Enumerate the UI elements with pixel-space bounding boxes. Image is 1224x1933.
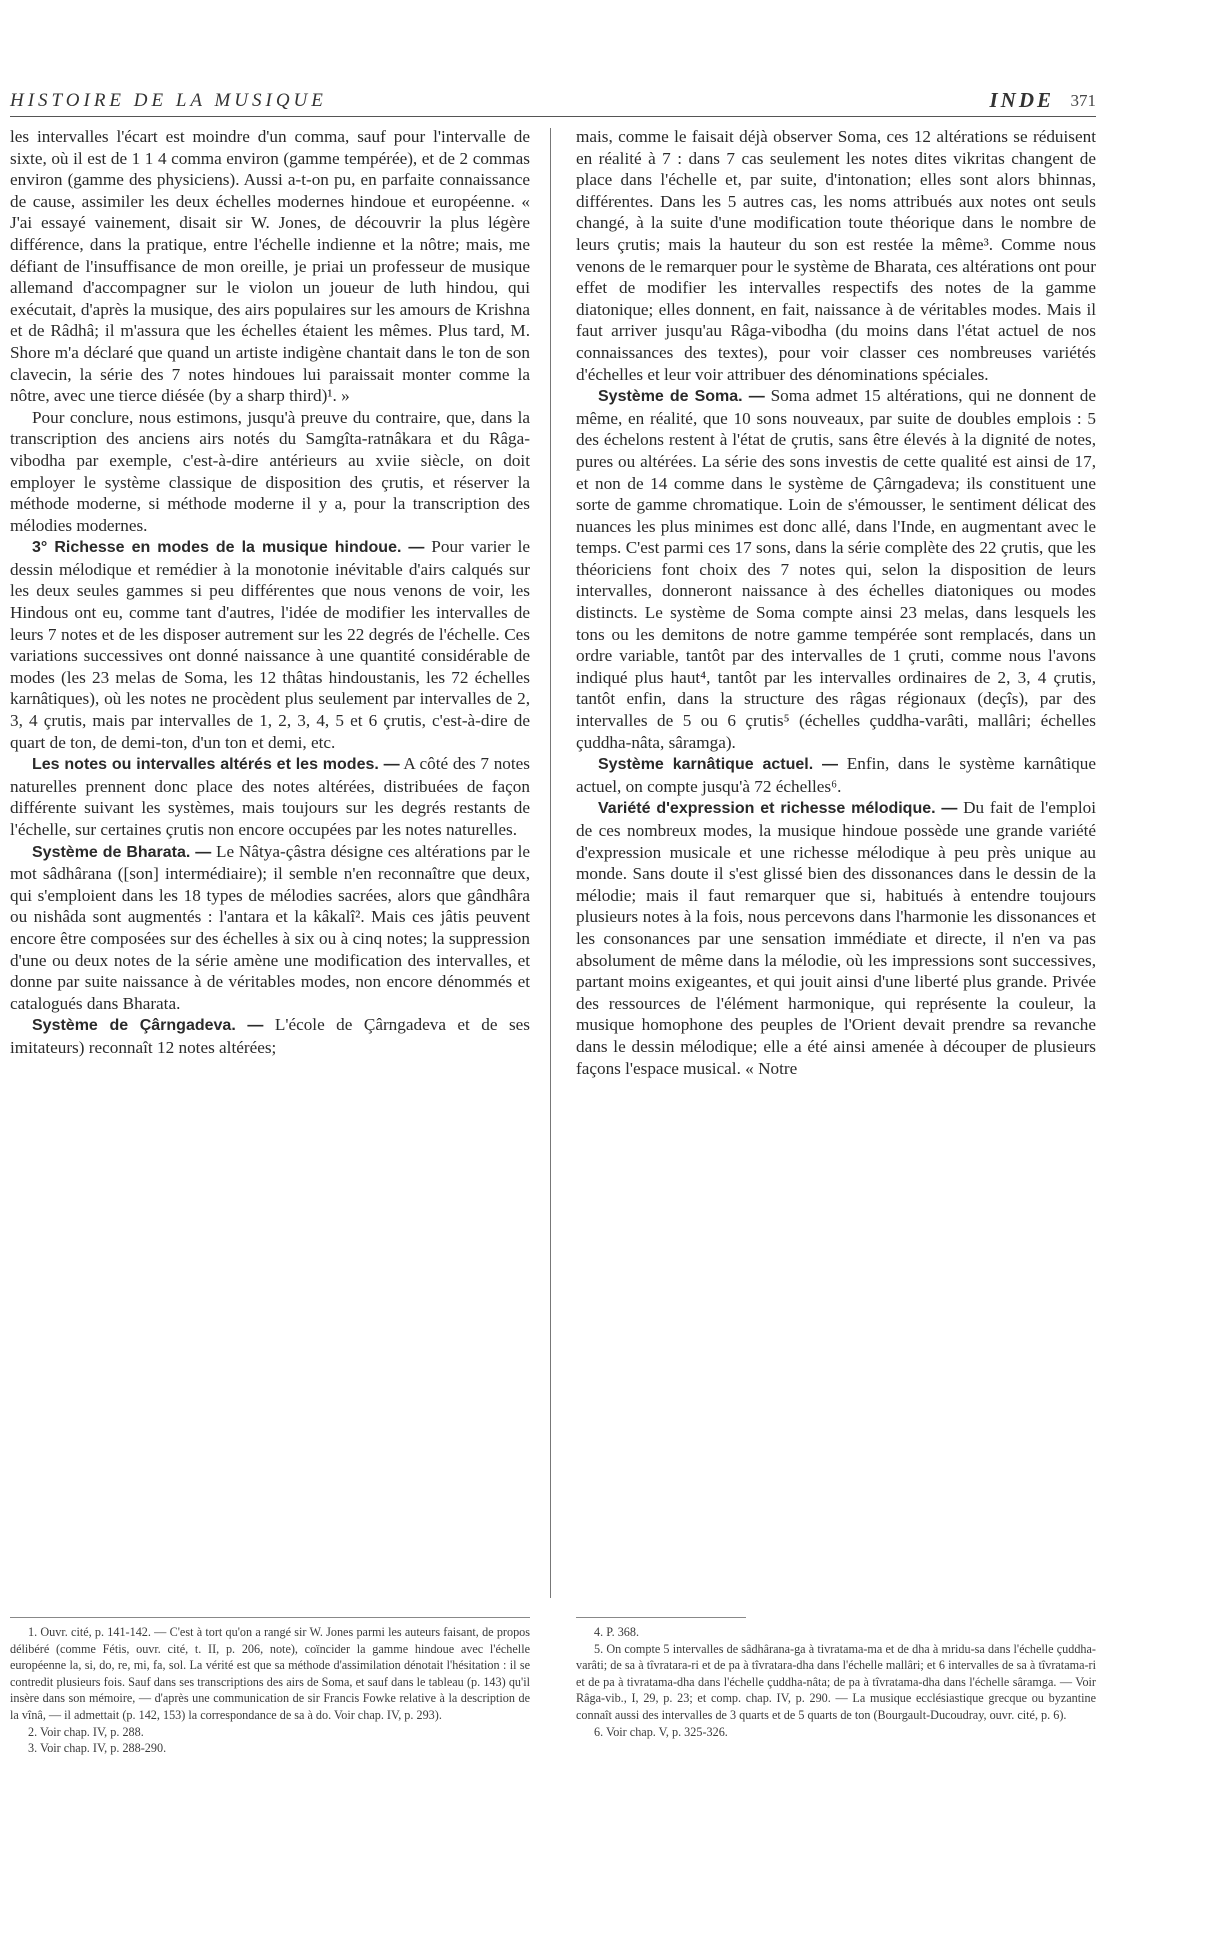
footnotes-left (10, 1617, 530, 1757)
paragraph (576, 797, 1096, 1079)
paragraph (10, 1014, 530, 1058)
paragraph: mais, comme le faisait déjà observer Soma, ces 12 altérations se réduisent en réalité à 7 : dans 7 cas seulement les notes dites vikritas changent de place dans l'échelle et, par suite, d'intonation; elles sont alors bhinnas, différentes. Dans les 5 autres cas, les noms attribués aux notes ont seuls changé, à la suite d'une modification toute théorique dans le nombre de leurs çrutis; mais la hauteur du son est restée la même³. Comme nous venons de le remarquer pour le système de Bharata, ces altérations ont pour effet de modifier les intervalles respectifs des notes de la gamme diatonique; elles donnent, en fait, naissance à de véritables modes. Mais il faut arriver jusqu'au Râga-vibodha (du moins dans l'état actuel de nos connaissances des textes), pour voir classer ces nombreuses variétés d'échelles et leur voir attribuer des dénominations spéciales. (576, 127, 1096, 384)
paragraph (576, 753, 1096, 797)
footnotes-right (576, 1617, 1096, 1740)
footnote: 4. P. 368. (594, 1625, 640, 1639)
footnote: 1. Ouvr. cité, p. 141-142. — C'est à tort qu'on a rangé sir W. Jones parmi les auteurs faisant, de propos délibéré (comme Fétis, ouvr. cité, t. II, p. 206, note), coïncider la gamme hindoue avec l'échelle européenne la, si, do, re, mi, fa, sol. La vérité est que sa méthode d'assimilation dénotait l'hésitation : il se contredit plusieurs fois. Sauf dans ses transcriptions des airs de Soma, et sauf dans le tableau (p. 143) qu'il insère dans son mémoire, — d'après une communication de sir Francis Fowke relative à la description de la vînâ, — il admettait (p. 142, 153) la correspondance de sa à do. Voir chap. IV, p. 293). (10, 1625, 530, 1722)
left-column (10, 126, 530, 1059)
paragraph-text: L'école de Çârngadeva et de ses imitateurs) reconnaît 12 notes altérées; (10, 1015, 530, 1057)
footnote: 6. Voir chap. V, p. 325-326. (594, 1724, 728, 1739)
running-title-left: HISTOIRE DE LA MUSIQUE (10, 90, 327, 111)
section-heading: Système de Çârngadeva. — (32, 1017, 264, 1035)
column-divider (550, 128, 551, 1598)
section-heading: Système de Soma. — (598, 388, 765, 406)
paragraph: les intervalles l'écart est moindre d'un comma, sauf pour l'intervalle de sixte, où il est de 1 1 4 comma environ (gamme tempérée), et de 2 commas environ (gamme des physiciens). Aussi a-t-on pu, en parfaite connaissance de cause, assimiler les deux échelles modernes hindoue et européenne. « J'ai essayé vainement, disait sir W. Jones, de découvrir la plus légère différence, dans la pratique, entre l'échelle indienne et la nôtre; mais, me défiant de l'insuffisance de mon oreille, je priai un professeur de musique allemand d'accompagner sur le violon un joueur de luth hindou, qui exécutait, d'après la musique, des airs populaires sur les amours de Krishna et de Râdhâ; il m'assura que les échelles étaient les mêmes. Plus tard, M. Shore m'a déclaré que quand un artiste indigène chantait dans le ton de son clavecin, la série des 7 notes hindoues lui paraissait monter comme la nôtre, avec une tierce diésée (by a sharp third)¹. » (10, 127, 530, 406)
paragraph-text: Soma admet 15 altérations, qui ne donnent de même, en réalité, que 10 sons nouveaux, par suite de doubles emplois : 5 des échelons restent à l'état de çrutis, sans être élevés à la dignité de notes, pures ou altérées. La série des sons investis de cette qualité est ainsi de 17, et non de 14 comme dans le système de Çârngadeva; ils constituent une sorte de gamme chromatique. Loin de s'émousser, le sentiment délicat des nuances les plus minimes est donc allé, dans l'Inde, en augmentant avec le temps. C'est parmi ces 17 sons, dans la série complète des 22 çrutis, que les théoriciens font choix des 7 notes qui, selon la disposition de leurs intervalles, donneront naissance à des échelles diatoniques ou modes distincts. Le système de Soma compte ainsi 23 melas, dans lesquels les tons ou les demitons de notre gamme tempérée sont remplacés, dans un ordre variable, tantôt par des intervalles de 1 çruti, comme nous l'avons indiqué plus haut⁴, tantôt par les intervalles ordinaires de 2, 3, 4 çrutis, tantôt enfin, dans la structure des râgas régionaux (deçîs), par des intervalles de 5 ou 6 çrutis⁵ (échelles çuddha-varâti, mallâri; échelles çuddha-nâta, sâramga). (576, 386, 1097, 752)
running-title-right: INDE (989, 88, 1054, 112)
right-column (576, 126, 1096, 1079)
section-heading: Système karnâtique actuel. — (598, 756, 839, 774)
footnote: 3. Voir chap. IV, p. 288-290. (28, 1741, 167, 1756)
section-heading: Système de Bharata. — (32, 843, 212, 861)
paragraph (10, 536, 530, 753)
paragraph-text: Du fait de l'emploi de ces nombreux modes, la musique hindoue possède une grande variété d'expression musicale et une richesse mélodique à peu près unique au monde. Sans doute il s'est glissé bien des dissonances dans le dessin de la mélodie; mais il faut remarquer que si, habitués à entendre toujours plusieurs notes à la fois, nous percevons dans l'harmonie les dissonances et les consonances par une sensation immédiate et directe, il n'en va pas absolument de même dans la mélodie, où les impressions sont successives, partant moins exigeantes, et qui jouit ainsi d'une liberté plus grande. Privée des ressources de l'élément harmonique, qui représente la couleur, la musique homophone des peuples de l'Orient devait prendre sa revanche dans le dessin mélodique; elle a été ainsi amenée à découper de plusieurs façons l'espace musical. « Notre (576, 798, 1096, 1078)
paragraph (10, 753, 530, 840)
footnote: 2. Voir chap. IV, p. 288. (28, 1724, 144, 1739)
paragraph-text: Le Nâtya-çâstra désigne ces altérations par le mot sâdhârana ([son] intermédiaire); il semble n'en reconnaître que deux, qui s'emploient dans les 18 types de mélodies sacrées, alors que gândhâra ou nishâda sont augmentés : l'antara et la kâkalî². Mais ces jâtis peuvent encore être composées sur des échelles à six ou à cinq notes; la suppression d'une ou deux notes de la série amène une modification des intervalles, et donne par suite naissance à de véritables modes, non encore dénommés et catalogués dans Bharata. (10, 841, 530, 1013)
paragraph (10, 841, 530, 1015)
paragraph-text: Enfin, dans le système karnâtique actuel, on compte jusqu'à 72 échelles⁶. (576, 754, 1096, 796)
section-heading: 3° Richesse en modes de la musique hindoue. — (32, 539, 425, 557)
section-heading: Variété d'expression et richesse mélodique. — (598, 800, 958, 818)
running-header (10, 88, 1096, 117)
page-number: 371 (1070, 91, 1096, 110)
paragraph: Pour conclure, nous estimons, jusqu'à preuve du contraire, que, dans la transcription des anciens airs notés du Samgîta-ratnâkara et du Râga-vibodha par exemple, c'est-à-dire antérieurs au xviie siècle, on doit employer le système classique de disposition des çrutis, et réserver la méthode moderne, si méthode moderne il y a, pour la transcription des mélodies modernes. (10, 407, 530, 535)
paragraph (576, 385, 1096, 753)
section-heading: Les notes ou intervalles altérés et les modes. — (32, 756, 400, 774)
footnote-separator (576, 1617, 746, 1618)
paragraph-text: Pour varier le dessin mélodique et remédier à la monotonie inévitable d'airs calqués sur les deux seules gammes si peu différentes que nous venons de voir, les Hindous ont eu, comme tant d'autres, l'idée de modifier les intervalles de leurs 7 notes et de les disposer autrement sur les 22 degrés de l'échelle. Ces variations successives ont donné naissance à une quantité considérable de modes (les 23 melas de Soma, les 12 thâtas hindoustanis, les 72 échelles karnâtiques), où les notes ne procèdent plus seulement par intervalles de 2, 3, 4 çrutis, mais par intervalles de 1, 2, 3, 4, 5 et 6 çrutis, c'est-à-dire de quart de ton, de demi-ton, d'un ton et demi, etc. (10, 537, 531, 752)
footnote: 5. On compte 5 intervalles de sâdhârana-ga à tivratama-ma et de dha à mridu-sa dans l'échelle çuddha-varâti; de sa à tîvratara-ri et de pa à tîvratara-dha dans l'échelle mallâri; et 6 intervalles de sa à tîvratama-ri et de pa à tivratama-dha dans l'échelle çuddha-nâta; de pa à tîvratama-dha dans l'échelle sâramga. — Voir Râga-vib., I, 29, p. 23; et comp. chap. IV, p. 290. — La musique ecclésiastique grecque ou byzantine connaît aussi des intervalles de 3 quarts et de 5 quarts de ton (Bourgault-Ducoudray, ouvr. cité, p. 6). (576, 1641, 1096, 1722)
paragraph-text: A côté des 7 notes naturelles prennent donc place des notes altérées, distribuées de façon différente suivant les systèmes, mais toujours sur les degrés restants de l'échelle, sur certaines çrutis non encore occupées par les notes naturelles. (10, 754, 530, 839)
